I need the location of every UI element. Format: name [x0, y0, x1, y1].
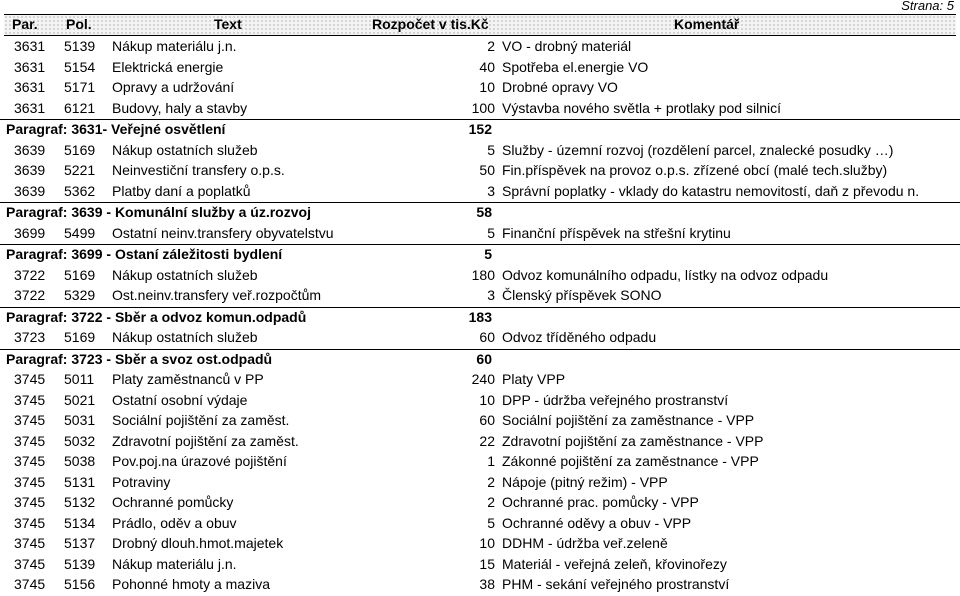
cell-amount: 60 — [479, 329, 495, 345]
table-row — [0, 182, 960, 204]
cell-comment: Zdravotní pojištění za zaměstnance - VPP — [502, 432, 764, 449]
cell-pol: 5169 — [64, 141, 96, 158]
header-rozpocet: Rozpočet v tis.Kč — [372, 16, 489, 32]
cell-comment: Členský příspěvek SONO — [502, 287, 662, 303]
cell-text: Prádlo, oděv a obuv — [112, 514, 237, 531]
cell-par: 3745 — [14, 555, 46, 572]
cell-amount: 5 — [487, 141, 495, 158]
header-komentar: Komentář — [674, 16, 740, 32]
paragraph-label: Paragraf: 3699 - Ostaní záležitosti bydlení — [6, 246, 283, 262]
cell-pol: 5134 — [64, 514, 96, 531]
cell-comment: Materiál - veřejná zeleň, křovinořezy — [502, 555, 727, 572]
cell-amount: 40 — [479, 58, 495, 75]
table-row — [0, 224, 960, 246]
cell-comment: Odvoz tříděného odpadu — [502, 329, 657, 345]
cell-comment: Finanční příspěvek na střešní krytinu — [502, 224, 731, 241]
paragraph-total: 60 — [476, 350, 492, 367]
table-row — [0, 452, 960, 473]
cell-par: 3745 — [14, 494, 46, 510]
cell-amount: 60 — [479, 412, 495, 428]
cell-comment: DPP - údržba veřejného prostranství — [502, 391, 729, 408]
cell-comment: PHM - sekání veřejného prostranství — [502, 576, 730, 592]
cell-comment: VO - drobný materiál — [502, 38, 632, 54]
paragraph-label: Paragraf: 3639 - Komunální služby a úz.rozvoj — [6, 204, 311, 220]
table-row — [0, 370, 960, 391]
cell-par: 3745 — [14, 514, 46, 531]
table-row — [0, 266, 960, 287]
cell-text: Nákup materiálu j.n. — [112, 555, 237, 572]
header-pol: Pol. — [66, 16, 92, 32]
paragraph-total: 183 — [468, 308, 492, 325]
cell-pol: 5031 — [64, 412, 96, 428]
cell-text: Zdravotní pojištění za zaměst. — [112, 432, 299, 449]
cell-comment: Fin.příspěvek na provoz o.p.s. zřízené obcí (malé tech.služby) — [502, 162, 888, 178]
cell-amount: 1 — [487, 453, 495, 469]
cell-par: 3639 — [14, 141, 46, 158]
table-row — [0, 534, 960, 555]
cell-par: 3745 — [14, 391, 46, 408]
cell-text: Nákup ostatních služeb — [112, 141, 258, 158]
cell-text: Pohonné hmoty a maziva — [112, 576, 270, 592]
budget-table — [0, 37, 960, 596]
paragraph-total: 58 — [476, 204, 492, 220]
cell-pol: 5362 — [64, 182, 96, 199]
cell-par: 3745 — [14, 576, 46, 592]
cell-amount: 22 — [479, 432, 495, 449]
cell-amount: 180 — [471, 266, 495, 283]
cell-par: 3639 — [14, 182, 46, 199]
cell-par: 3723 — [14, 329, 46, 345]
cell-comment: Správní poplatky - vklady do katastru nemovitostí, daň z převodu n. — [502, 182, 920, 199]
cell-amount: 2 — [487, 494, 495, 510]
table-row — [0, 37, 960, 58]
cell-pol: 5021 — [64, 391, 96, 408]
cell-pol: 5139 — [64, 38, 96, 54]
cell-comment: Nápoje (pitný režim) - VPP — [502, 473, 668, 490]
cell-text: Drobný dlouh.hmot.majetek — [112, 535, 284, 551]
cell-comment: Sociální pojištění za zaměstnance - VPP — [502, 412, 755, 428]
cell-amount: 2 — [487, 473, 495, 490]
cell-pol: 5137 — [64, 535, 96, 551]
table-row — [0, 286, 960, 308]
cell-pol: 5132 — [64, 494, 96, 510]
cell-amount: 5 — [487, 224, 495, 241]
paragraph-total-row — [0, 120, 960, 141]
cell-par: 3722 — [14, 266, 46, 283]
cell-amount: 100 — [471, 99, 495, 116]
cell-text: Ostatní osobní výdaje — [112, 391, 248, 408]
cell-par: 3745 — [14, 432, 46, 449]
cell-comment: Ochranné oděvy a obuv - VPP — [502, 514, 692, 531]
table-row — [0, 328, 960, 350]
cell-par: 3745 — [14, 535, 46, 551]
cell-amount: 10 — [479, 79, 495, 95]
cell-amount: 10 — [479, 535, 495, 551]
table-row — [0, 432, 960, 453]
cell-amount: 2 — [487, 38, 495, 54]
cell-pol: 6121 — [64, 99, 96, 116]
cell-amount: 10 — [479, 391, 495, 408]
paragraph-total-row — [0, 350, 960, 371]
cell-text: Nákup materiálu j.n. — [112, 38, 237, 54]
table-row — [0, 141, 960, 162]
cell-pol: 5154 — [64, 58, 96, 75]
cell-comment: Spotřeba el.energie VO — [502, 58, 649, 75]
cell-pol: 5156 — [64, 576, 96, 592]
paragraph-total: 152 — [468, 121, 492, 137]
cell-par: 3745 — [14, 473, 46, 490]
cell-par: 3631 — [14, 58, 46, 75]
cell-text: Platy zaměstnanců v PP — [112, 371, 264, 387]
cell-text: Potraviny — [112, 473, 171, 490]
table-row — [0, 555, 960, 576]
cell-comment: Drobné opravy VO — [502, 79, 618, 95]
paragraph-total-row — [0, 308, 960, 329]
cell-par: 3745 — [14, 371, 46, 387]
cell-pol: 5171 — [64, 79, 96, 95]
table-row — [0, 161, 960, 182]
cell-text: Elektrická energie — [112, 58, 224, 75]
table-row — [0, 99, 960, 121]
cell-amount: 15 — [479, 555, 495, 572]
cell-par: 3722 — [14, 287, 46, 303]
cell-text: Ost.neinv.transfery veř.rozpočtům — [112, 287, 322, 303]
table-row — [0, 391, 960, 412]
cell-pol: 5038 — [64, 453, 96, 469]
paragraph-label: Paragraf: 3722 - Sběr a odvoz komun.odpadů — [6, 308, 307, 325]
table-row — [0, 78, 960, 99]
cell-par: 3631 — [14, 79, 46, 95]
table-row — [0, 575, 960, 596]
table-row — [0, 411, 960, 432]
cell-pol: 5169 — [64, 329, 96, 345]
paragraph-total-row — [0, 245, 960, 266]
cell-pol: 5169 — [64, 266, 96, 283]
table-header — [4, 14, 956, 36]
cell-comment: Platy VPP — [502, 371, 566, 387]
cell-comment: Zákonné pojištění za zaměstnance - VPP — [502, 453, 759, 469]
cell-text: Nákup ostatních služeb — [112, 329, 258, 345]
cell-par: 3631 — [14, 38, 46, 54]
cell-text: Ochranné pomůcky — [112, 494, 234, 510]
table-row — [0, 493, 960, 514]
header-text: Text — [214, 16, 242, 32]
cell-pol: 5131 — [64, 473, 96, 490]
cell-amount: 3 — [487, 287, 495, 303]
page-number: Strana: 5 — [901, 0, 954, 13]
cell-par: 3631 — [14, 99, 46, 116]
cell-comment: DDHM - údržba veř.zeleně — [502, 535, 668, 551]
cell-text: Opravy a udržování — [112, 79, 235, 95]
cell-comment: Odvoz komunálního odpadu, lístky na odvoz odpadu — [502, 266, 829, 283]
cell-text: Nákup ostatních služeb — [112, 266, 258, 283]
cell-pol: 5032 — [64, 432, 96, 449]
cell-text: Pov.poj.na úrazové pojištění — [112, 453, 287, 469]
cell-amount: 38 — [479, 576, 495, 592]
cell-text: Ostatní neinv.transfery obyvatelstvu — [112, 224, 334, 241]
cell-text: Platby daní a poplatků — [112, 182, 251, 199]
cell-amount: 240 — [471, 371, 495, 387]
paragraph-total-row — [0, 203, 960, 224]
cell-comment: Výstavba nového světla + protlaky pod silnicí — [502, 99, 781, 116]
paragraph-label: Paragraf: 3631- Veřejné osvětlení — [6, 121, 226, 137]
table-row — [0, 514, 960, 535]
cell-pol: 5139 — [64, 555, 96, 572]
cell-pol: 5221 — [64, 162, 96, 178]
cell-amount: 50 — [479, 162, 495, 178]
table-row — [0, 58, 960, 79]
cell-amount: 5 — [487, 514, 495, 531]
cell-par: 3639 — [14, 162, 46, 178]
cell-pol: 5011 — [64, 371, 95, 387]
cell-pol: 5499 — [64, 224, 96, 241]
cell-text: Sociální pojištění za zaměst. — [112, 412, 290, 428]
cell-par: 3699 — [14, 224, 46, 241]
paragraph-total: 5 — [484, 246, 492, 262]
cell-pol: 5329 — [64, 287, 96, 303]
cell-text: Neinvestiční transfery o.p.s. — [112, 162, 285, 178]
cell-comment: Ochranné prac. pomůcky - VPP — [502, 494, 699, 510]
cell-amount: 3 — [487, 182, 495, 199]
cell-par: 3745 — [14, 453, 46, 469]
cell-comment: Služby - územní rozvoj (rozdělení parcel, znalecké posudky …) — [502, 141, 894, 158]
table-row — [0, 473, 960, 494]
paragraph-label: Paragraf: 3723 - Sběr a svoz ost.odpadů — [6, 350, 273, 367]
cell-text: Budovy, haly a stavby — [112, 99, 248, 116]
header-par: Par. — [12, 16, 38, 32]
cell-par: 3745 — [14, 412, 46, 428]
